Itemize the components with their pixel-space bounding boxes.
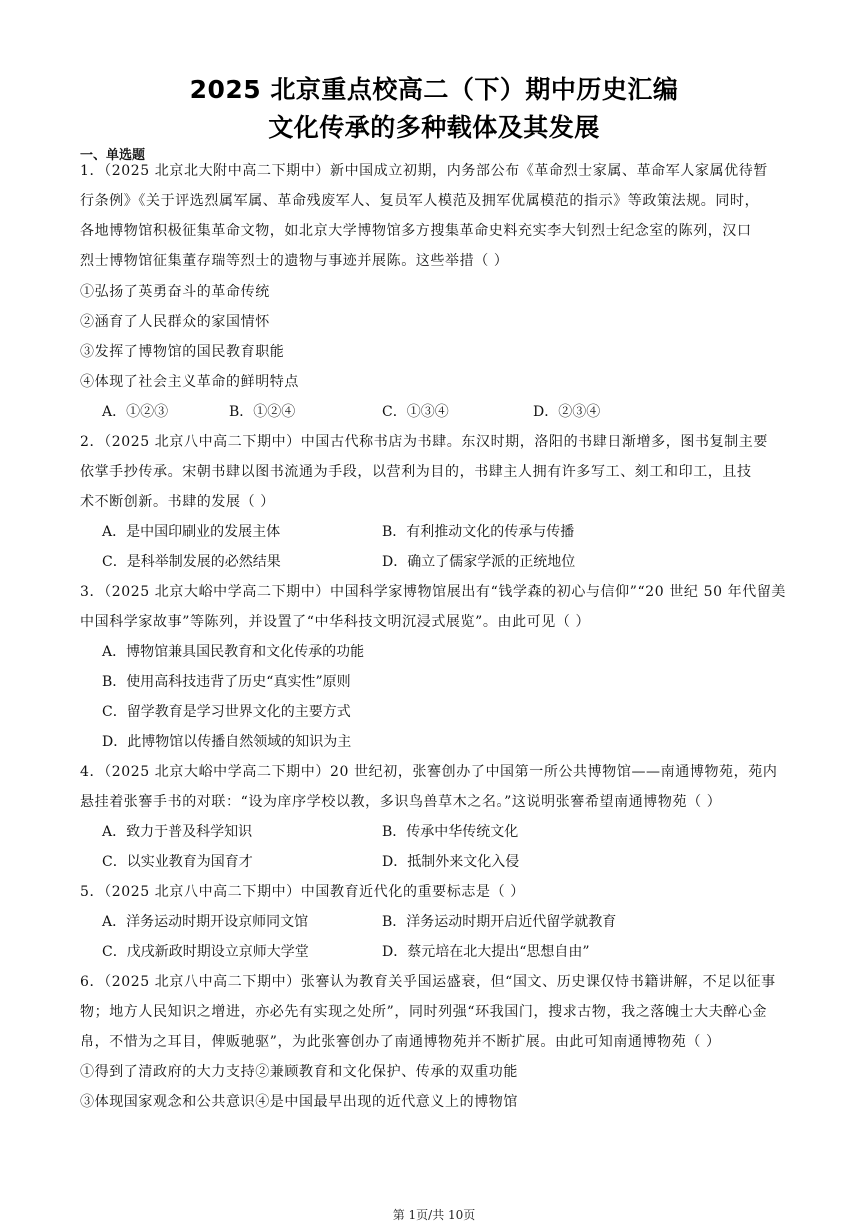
- statement-item: ③发挥了博物馆的国民教育职能: [80, 344, 285, 360]
- option-c: C．戊戌新政时期设立京师大学堂: [102, 944, 309, 960]
- statement-item: ③体现国家观念和公共意识④是中国最早出现的近代意义上的博物馆: [80, 1094, 518, 1110]
- question-text-line: 2．（2025 北京八中高二下期中）中国古代称书店为书肆。东汉时期，洛阳的书肆日渐增多，图书复制主要: [80, 434, 768, 450]
- question-text-line: 1．（2025 北京北大附中高二下期中）新中国成立初期，内务部公布《革命烈士家属、革命军人家属优待暂: [80, 163, 768, 179]
- document-title: 2025 北京重点校高二（下）期中历史汇编: [189, 75, 679, 104]
- question-text-line: 行条例》《关于评选烈属军属、革命残废军人、复员军人模范及拥军优属模范的指示》等政策法规。同时，: [80, 193, 760, 209]
- question-text-line: 术不断创新。书肆的发展（ ）: [80, 494, 275, 510]
- option-a: A．①②③: [102, 404, 169, 420]
- option-b: B．传承中华传统文化: [382, 824, 519, 840]
- option-a: A．致力于普及科学知识: [102, 824, 253, 840]
- document-subtitle: 文化传承的多种载体及其发展: [268, 113, 600, 142]
- question-text-line: 帛，不惜为之耳目，俾贩驰驱”，为此张謇创办了南通博物苑并不断扩展。由此可知南通博物苑（ ）: [80, 1034, 721, 1050]
- page-number: 第 1页/共 10页: [392, 1208, 476, 1222]
- option-b: B．洋务运动时期开启近代留学就教育: [382, 914, 617, 930]
- option-a: A．洋务运动时期开设京师同文馆: [102, 914, 309, 930]
- option-c: C．以实业教育为国育才: [102, 854, 253, 870]
- option-a: A．是中国印刷业的发展主体: [102, 524, 281, 540]
- option-c: C．是科举制发展的必然结果: [102, 554, 281, 570]
- question-text-line: 烈士博物馆征集董存瑞等烈士的遗物与事迹并展陈。这些举措（ ）: [80, 253, 509, 269]
- question-text-line: 3．（2025 北京大峪中学高二下期中）中国科学家博物馆展出有“钱学森的初心与信仰”“20 世纪 50 年代留美: [80, 584, 787, 600]
- question-text-line: 4．（2025 北京大峪中学高二下期中）20 世纪初，张謇创办了中国第一所公共博物馆——南通博物苑，苑内: [80, 764, 778, 780]
- question-text-line: 物；地方人民知识之增进，亦必先有实现之处所”，同时列强“环我国门，搜求古物，我之落魄士大夫醉心金: [80, 1004, 768, 1020]
- option-a: A．博物馆兼具国民教育和文化传承的功能: [102, 644, 365, 660]
- statement-item: ②涵育了人民群众的家国情怀: [80, 314, 270, 330]
- question-text-line: 5．（2025 北京八中高二下期中）中国教育近代化的重要标志是（ ）: [80, 884, 525, 900]
- question-text-line: 各地博物馆积极征集革命文物，如北京大学博物馆多方搜集革命史料充实李大钊烈士纪念室的陈列，汉口: [80, 223, 752, 239]
- option-d: D．抵制外来文化入侵: [382, 854, 520, 870]
- statement-item: ④体现了社会主义革命的鲜明特点: [80, 374, 299, 390]
- question-text-line: 6．（2025 北京八中高二下期中）张謇认为教育关乎国运盛衰，但“国文、历史课仅恃书籍讲解，不足以征事: [80, 974, 776, 990]
- statement-item: ①弘扬了英勇奋斗的革命传统: [80, 284, 270, 300]
- section-heading: 一、单选题: [80, 148, 146, 163]
- question-text-line: 中国科学家故事”等陈列，并设置了“中华科技文明沉浸式展览”。由此可见（ ）: [80, 614, 591, 630]
- option-b: B．有利推动文化的传承与传播: [382, 524, 575, 540]
- option-d: D．确立了儒家学派的正统地位: [382, 554, 576, 570]
- question-text-line: 依掌手抄传承。宋朝书肆以图书流通为手段，以营利为目的，书肆主人拥有许多写工、刻工和印工，且技: [80, 464, 752, 480]
- option-b: B．使用高科技违背了历史“真实性”原则: [102, 674, 351, 690]
- option-c: C．①③④: [382, 404, 449, 420]
- question-text-line: 悬挂着张謇手书的对联：“设为庠序学校以教，多识鸟兽草木之名。”这说明张謇希望南通博物苑（ ）: [80, 794, 722, 810]
- option-d: D．②③④: [533, 404, 601, 420]
- option-c: C．留学教育是学习世界文化的主要方式: [102, 704, 351, 720]
- option-d: D．此博物馆以传播自然领域的知识为主: [102, 734, 352, 750]
- option-d: D．蔡元培在北大提出“思想自由”: [382, 944, 590, 960]
- option-b: B．①②④: [229, 404, 296, 420]
- statement-item: ①得到了清政府的大力支持②兼顾教育和文化保护、传承的双重功能: [80, 1064, 518, 1080]
